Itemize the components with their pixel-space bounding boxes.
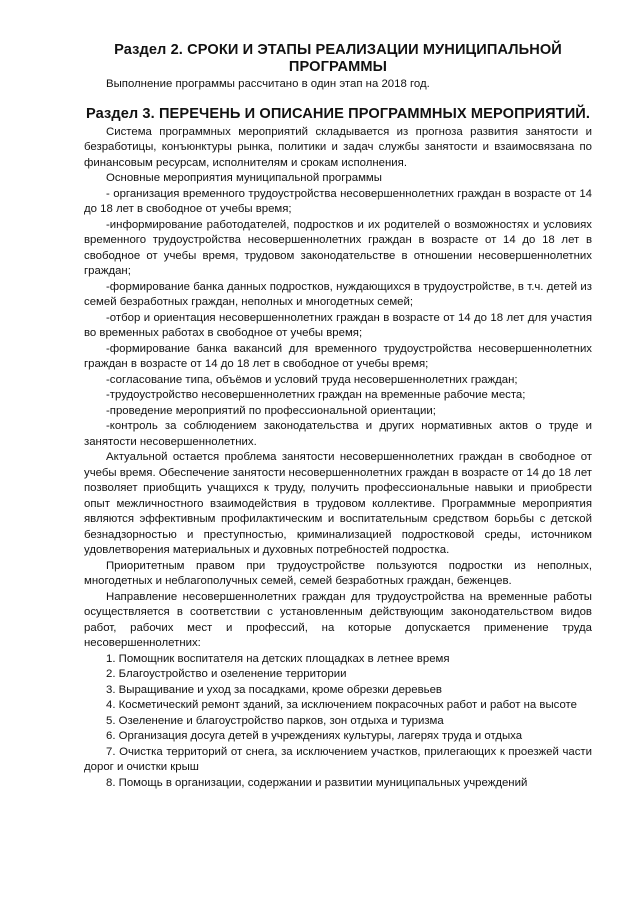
paragraph: -информирование работодателей, подростков и их родителей о возможностях и условиях временного трудоустройства несовершеннолетних граждан в возрасте от 14 до 18 лет в свободное от учебы время, трудовом законодательстве в отношении несовершеннолетних граждан;	[84, 218, 592, 277]
paragraph: Направление несовершеннолетних граждан для трудоустройства на временные работы осуществляется в соответствии с установленным действующим законодательством видов работ, рабочих мест и профессий, на которые допускается применение труда несовершеннолетних:	[84, 590, 592, 649]
document-body	[84, 42, 592, 791]
paragraph: -контроль за соблюдением законодательства и других нормативных актов о труде и занятости несовершеннолетних.	[84, 420, 592, 448]
section-2-title: Раздел 2. СРОКИ И ЭТАПЫ РЕАЛИЗАЦИИ МУНИЦИПАЛЬНОЙ ПРОГРАММЫ	[114, 42, 562, 75]
list-item: 5. Озеленение и благоустройство парков, зон отдыха и туризма	[106, 714, 444, 727]
paragraph: -отбор и ориентация несовершеннолетних граждан в возрасте от 14 до 18 лет для участия во временных работах в свободное от учебы время;	[84, 311, 592, 339]
paragraph: -согласование типа, объёмов и условий труда несовершеннолетних граждан;	[106, 373, 518, 386]
paragraph: -формирование банка вакансий для временного трудоустройства несовершеннолетних граждан в возрасте от 14 до 18 лет в свободное от учебы время;	[84, 342, 592, 370]
paragraph: Приоритетным правом при трудоустройстве пользуются подростки из неполных, многодетных и неблагополучных семей, семей безработных граждан, беженцев.	[84, 559, 592, 587]
list-item: 6. Организация досуга детей в учреждениях культуры, лагерях труда и отдыха	[106, 730, 523, 742]
list-item: 2. Благоустройство и озеленение территории	[106, 668, 347, 680]
list-item: 1. Помощник воспитателя на детских площадках в летнее время	[106, 652, 450, 665]
paragraph: Актуальной остается проблема занятости несовершеннолетних граждан в свободное от учебы время. Обеспечение занятости несовершеннолетних граждан в возрасте от 14 до 18 лет позволяет приобщить учащихся к труду, получить профессиональные навыки и приобрести опыт межличностного взаимодействия в трудовом коллективе. Программные мероприятия являются эффективным профилактическим и воспитательным средством борьбы с детской безнадзорностью и преступностью, криминализацией подростковой среды, источником удовлетворения материальных и духовных потребностей подростка.	[84, 451, 592, 556]
paragraph: Система программных мероприятий складывается из прогноза развития занятости и безработицы, конъюнктуры рынка, политики и задач службы занятости и взаимосвязана по финансовым ресурсам, исполнителям и срокам исполнения.	[84, 125, 592, 169]
list-item: 4. Косметический ремонт зданий, за исключением покрасочных работ и работ на высоте	[106, 699, 577, 711]
paragraph: -формирование банка данных подростков, нуждающихся в трудоустройстве, в т.ч. детей из семей безработных граждан, неполных и многодетных семей;	[84, 280, 592, 308]
work-types-list	[84, 652, 592, 792]
paragraph: - организация временного трудоустройства несовершеннолетних граждан в возрасте от 14 до 18 лет в свободное от учебы время;	[84, 187, 592, 215]
list-item: 3. Выращивание и уход за посадками, кроме обрезки деревьев	[106, 683, 442, 696]
section-2-text: Выполнение программы рассчитано в один этап на 2018 год.	[106, 78, 430, 90]
section-3-title: Раздел 3. ПЕРЕЧЕНЬ И ОПИСАНИЕ ПРОГРАММНЫХ МЕРОПРИЯТИЙ.	[85, 105, 591, 122]
paragraph: -проведение мероприятий по профессиональной ориентации;	[106, 404, 436, 417]
list-item: 7. Очистка территорий от снега, за исключением участков, прилегающих к проезжей части дорог и очистки крыш	[84, 745, 592, 773]
paragraph: -трудоустройство несовершеннолетних граждан на временные рабочие места;	[106, 389, 526, 401]
section-3-paragraphs	[84, 125, 592, 652]
paragraph: Основные мероприятия муниципальной программы	[106, 172, 382, 184]
list-item: 8. Помощь в организации, содержании и развитии муниципальных учреждений	[106, 776, 528, 789]
